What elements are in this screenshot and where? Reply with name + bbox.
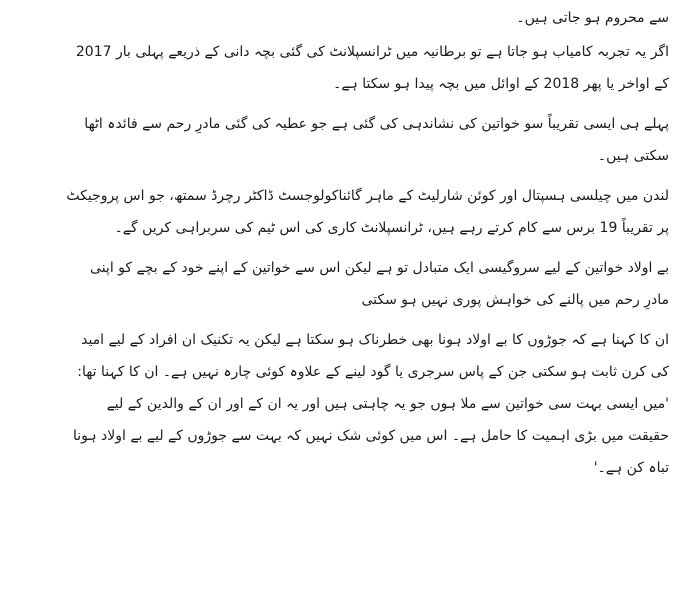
article-paragraph-3: پہلے ہی ایسی تقریباً سو خواتین کی نشاندہی کی گئی ہے جو عطیہ کی گئی مادرِ رحم سے فائدہ اٹھا سکتی ہیں۔ [84,116,669,164]
page-bottom-fade [0,586,683,600]
article-paragraph-4: لندن میں چیلسی ہسپتال اور کوئن شارلیٹ کے ماہر گائناکولوجسٹ ڈاکٹر رچرڈ سمتھ، جو اس پروجیکٹ پر تقریباً 19 برس سے کام کرتے رہے ہیں، ٹرانسپلانٹ کاری کی اس ٹیم کی سربراہی کریں گے۔ [66,188,669,236]
article-paragraph-6: ان کا کہنا ہے کہ جوڑوں کا بے اولاد ہونا بھی خطرناک ہو سکتا ہے لیکن یہ تکنیک ان افراد کے لیے امید کی کرن ثابت ہو سکتی جن کے پاس سرجری یا گود لینے کے علاوہ کوئی چارہ نہیں ہے۔ ان کا کہنا تھا: 'میں ایسی بہت سی خواتین سے ملا ہوں جو یہ چاہتی ہیں اور یہ ان کے اور ان کے والدین کے لیے حقیقت میں بڑی اہمیت کا حامل ہے۔ اس میں کوئی شک نہیں کہ بہت سے جوڑوں کے لیے بے اولاد ہونا تباہ کن ہے۔' [72,332,669,476]
article-paragraph-2: اگر یہ تجربہ کامیاب ہو جاتا ہے تو برطانیہ میں ٹرانسپلانٹ کی گئی بچہ دانی کے ذریعے پہلی بار 2017 کے اواخر یا پھر 2018 کے اوائل میں بچہ پیدا ہو سکتا ہے۔ [75,44,669,92]
article-body [62,0,669,484]
article-paragraph-5: بے اولاد خواتین کے لیے سروگیسی ایک متبادل تو ہے لیکن اس سے خواتین کے اپنے خود کے بچے کو اپنی مادرِ رحم میں پالنے کی خواہش پوری نہیں ہو سکتی [90,260,669,308]
article-paragraph-1: سے محروم ہو جاتی ہیں۔ [516,10,669,26]
